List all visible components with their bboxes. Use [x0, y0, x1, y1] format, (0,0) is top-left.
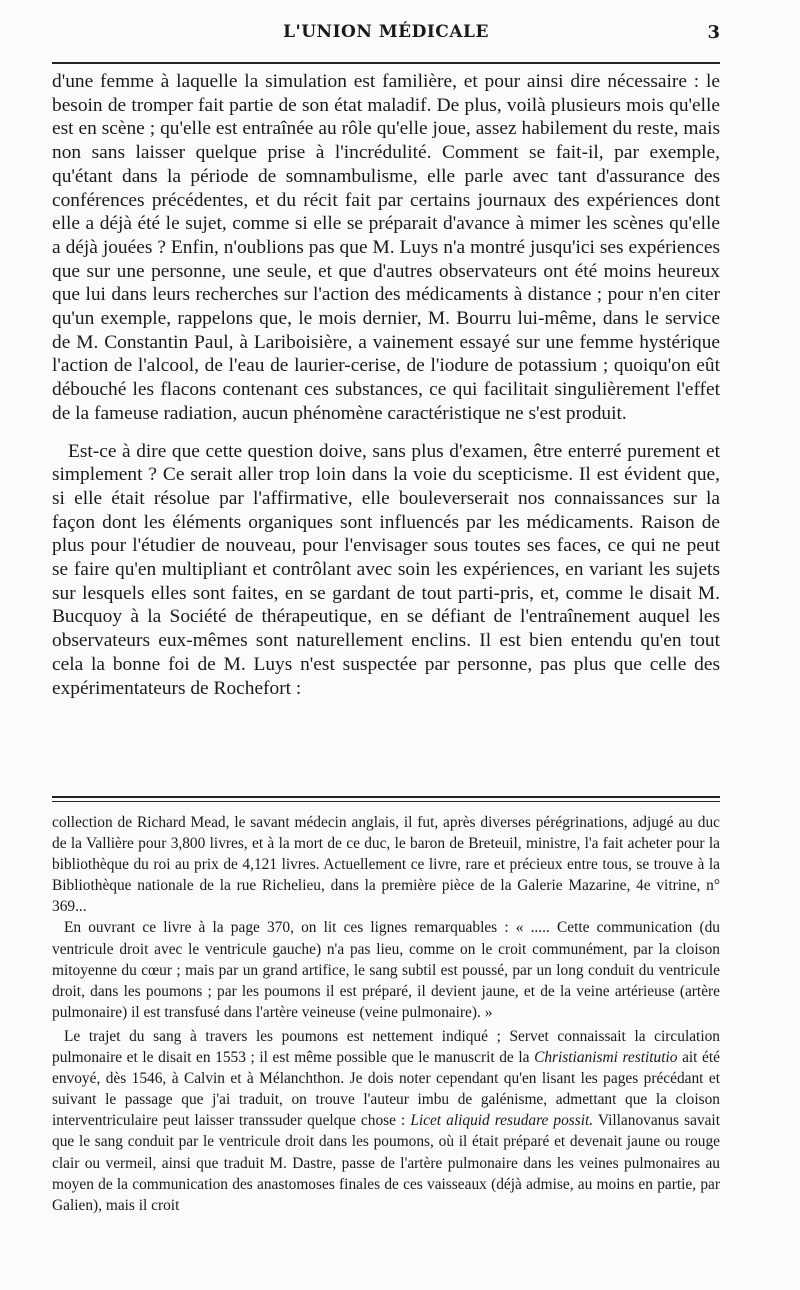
running-title: L'UNION MÉDICALE — [283, 22, 489, 42]
footnote-p3-latin-quote: Licet aliquid resudare possit. — [410, 1112, 594, 1130]
footnote-p3-text-2: ait été envoyé, dès 1546, à Calvin et à Mélanchthon. Je dois noter cependant qu'en lisant les pages précédant et suivant le passage que j'ai traduit, on trouve l'auteur imbu de galénisme, admettant que la cloison interventriculaire peut laisser transsuder quelque chose : — [52, 1049, 720, 1130]
footnote-p3-text-1: Le trajet du sang à travers les poumons est nettement indiqué ; Servet connaissait la circulation pulmonaire et le disait en 1553 ; il est même possible que le manuscrit de la — [52, 1027, 720, 1067]
body-paragraph-2: Est-ce à dire que cette question doive, sans plus d'examen, être enterré purement et simplement ? Ce serait aller trop loin dans la voie du scepticisme. Il est évident que, si elle était résolue par l'affirmative, elle bouleverserait nos connaissances sur la façon dont les éléments organiques sont influencés par les médicaments. Raison de plus pour l'étudier de nouveau, pour l'envisager sous toutes ses faces, ce qui ne peut se faire qu'en multipliant et contrôlant avec soin les expériences, en variant les sujets sur lesquels elles sont faites, en se gardant de tout parti-pris, et, comme le disait M. Bucquoy à la Société de thérapeutique, en se défiant de l'entraînement auquel les observateurs eux-mêmes sont naturellement enclins. Il est bien entendu qu'en tout cela la bonne foi de M. Luys n'est suspectée par personne, pas plus que celle des expérimentateurs de Rochefort : — [52, 440, 720, 699]
body-paragraph-1: d'une femme à laquelle la simulation est familière, et pour ainsi dire nécessaire : le besoin de tromper fait partie de son état maladif. De plus, voilà plusieurs mois qu'elle est en scène ; qu'elle est entraînée au rôle qu'elle joue, assez habilement du reste, mais non sans laisser quelque prise à l'incrédulité. Comment se fait-il, par exemple, qu'étant dans la période de somnambulisme, elle parle avec tant d'assurance des conférences précédentes, et du récit fait par certains journaux des expériences dont elle a déjà été le sujet, comme si elle se préparait d'avance à mimer les scènes qu'elle a déjà jouées ? Enfin, n'oublions pas que M. Luys n'a montré jusqu'ici ses expériences que sur une personne, une seule, et que d'autres observateurs ont été moins heureux que lui dans leurs recherches sur l'action des médicaments à distance ; pour n'en citer qu'un exemple, rappelons que, le mois dernier, M. Bourru lui-même, dans le service de M. Constantin Paul, à Lariboisière, a vainement essayé sur une femme hystérique l'action de l'alcool, de l'eau de laurier-cerise, de l'iodure de potassium ; quoiqu'on eût débouché les flacons contenant ces substances, ce qui facilitait singulièrement l'effet de la fameuse radiation, aucun phénomène caractéristique ne s'est produit. — [52, 71, 720, 424]
page-header — [52, 22, 720, 52]
footnote-block — [52, 812, 720, 1216]
main-text — [52, 70, 720, 700]
footnote-paragraph-3 — [52, 1026, 720, 1216]
footnote-p3-text-3: Villanovanus savait que le sang conduit par le ventricule droit dans les poumons, où il était préparé et devenait jaune ou rouge clair ou vermeil, ainsi que traduit M. Dastre, passe de l'artère pulmonaire dans les veines pulmonaires au moyen de la communication des anastomoses finales de ces vaisseaux (déjà admise, au moins en partie, par Galien), mais il croit — [52, 1112, 720, 1214]
footnote-separator — [52, 796, 720, 802]
footnote-p3-title: Christianismi restitutio — [534, 1049, 678, 1067]
footnote-paragraph-1: collection de Richard Mead, le savant médecin anglais, il fut, après diverses pérégrinations, adjugé au duc de la Vallière pour 3,800 livres, et à la mort de ce duc, le baron de Breteuil, ministre, l'a fait acheter pour la bibliothèque du roi au prix de 4,121 livres. Actuellement ce livre, rare et précieux entre tous, se trouve à la Bibliothèque nationale de la rue Richelieu, dans la première pièce de la Galerie Mazarine, 4e vitrine, n° 369... — [52, 814, 720, 916]
header-rule — [52, 62, 720, 64]
footnote-paragraph-2: En ouvrant ce livre à la page 370, on lit ces lignes remarquables : « ..... Cette communication (du ventricule droit avec le ventricule gauche) n'a pas lieu, comme on le croit communément, par la cloison mitoyenne du cœur ; mais par un grand artifice, le sang subtil est poussé, par un long conduit du ventricule droit, dans les poumons ; par les poumons il est préparé, il devient jaune, et de la veine artérieuse (artère pulmonaire) il est transfusé dans l'artère veineuse (veine pulmonaire). » — [52, 919, 720, 1021]
page-number: 3 — [707, 22, 720, 43]
